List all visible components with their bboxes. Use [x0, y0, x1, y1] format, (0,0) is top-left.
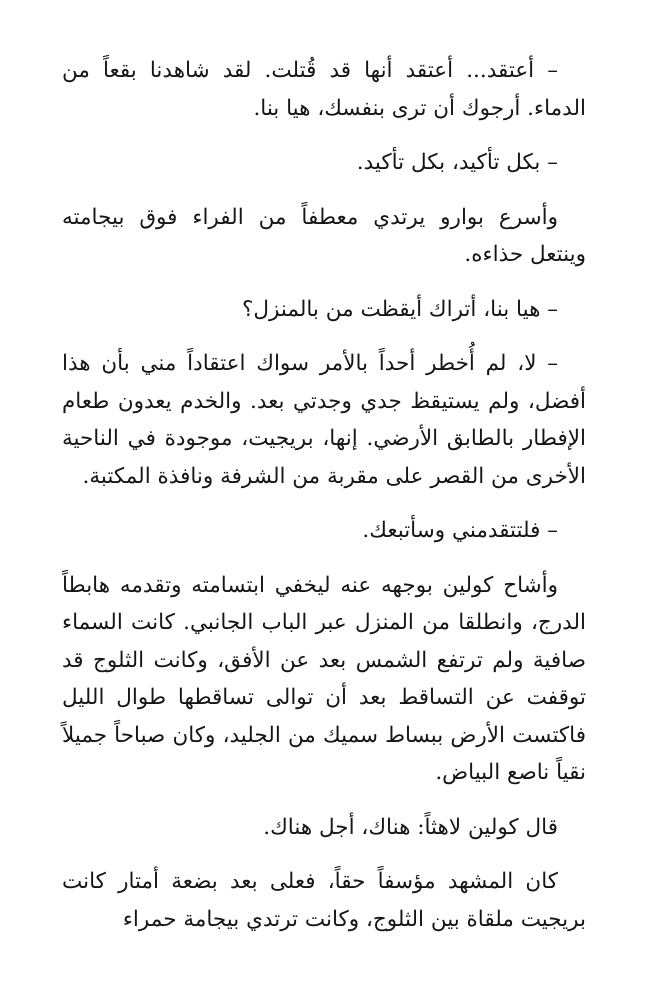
narration-paragraph: وأسرع بوارو يرتدي معطفاً من الفراء فوق بيجامته وينتعل حذاءه. — [62, 204, 586, 267]
book-page — [62, 52, 586, 938]
dialogue-paragraph: – فلتتقدمني وسأتبعك. — [362, 518, 558, 543]
narration-paragraph: قال كولين لاهثاً: هناك، أجل هناك. — [263, 814, 558, 840]
dialogue-paragraph: – هيا بنا، أتراك أيقظت من بالمنزل؟ — [242, 296, 558, 322]
dialogue-paragraph: – بكل تأكيد، بكل تأكيد. — [356, 150, 558, 175]
dialogue-paragraph: – لا، لم أُخطر أحداً بالأمر سواك اعتقاداً مني بأن هذا أفضل، ولم يستيقظ جدي وجدتي بعد. والخدم يعدون طعام الإفطار بالطابق الأرضي. إنها، بريجيت، موجودة في الناحية الأخرى من القصر على مقربة من الشرفة ونافذة المكتبة. — [62, 351, 586, 489]
dialogue-paragraph: – أعتقد... أعتقد أنها قد قُتلت. لقد شاهدنا بقعاً من الدماء. أرجوك أن ترى بنفسك، هيا بنا. — [62, 58, 586, 121]
narration-paragraph: وأشاح كولين بوجهه عنه ليخفي ابتسامته وتقدمه هابطاً الدرج، وانطلقا من المنزل عبر الباب الجانبي. كانت السماء صافية ولم ترتفع الشمس بعد عن الأفق، وكانت الثلوج قد توقفت عن التساقط بعد أن توالى تساقطها طوال الليل فاكتست الأرض ببساط سميك من الجليد، وكان صباحاً جميلاً نقياً ناصع البياض. — [62, 572, 586, 785]
narration-paragraph: كان المشهد مؤسفاً حقاً، فعلى بعد بضعة أمتار كانت بريجيت ملقاة بين الثلوج، وكانت ترتدي بيجامة حمراء — [62, 869, 586, 932]
